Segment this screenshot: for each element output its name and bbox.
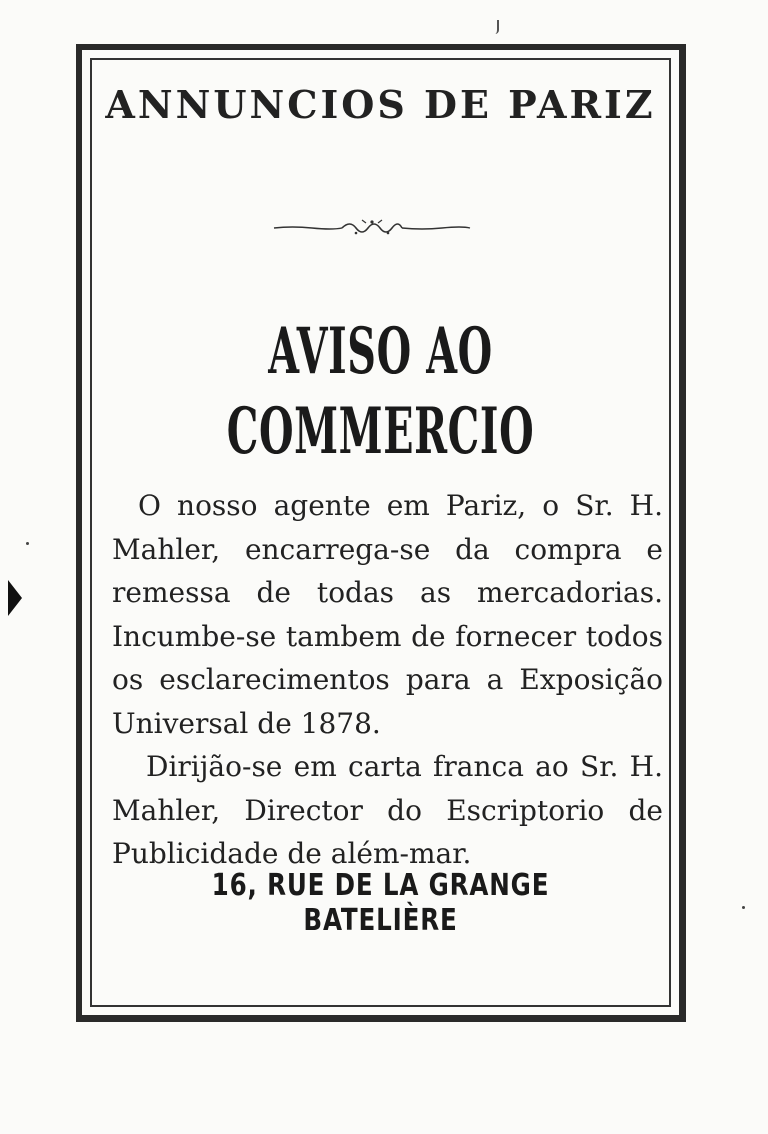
body-paragraph-1: O nosso agente em Pariz, o Sr. H. Mahler, encarrega-se da compra e remessa de todas as mercadorias. Incumbe-se tambem de fornecer todos os esclarecimentos para a Exposição Universal de 1878. [112, 489, 663, 740]
section-heading: ANNUNCIOS DE PARIZ [105, 82, 656, 127]
body-paragraph-2: Dirijão-se em carta franca ao Sr. H. Mahler, Director do Escriptorio de Publicidade de além-mar. [112, 750, 663, 870]
advertisement-body [112, 484, 663, 876]
ink-speck [742, 906, 745, 909]
ink-mark [494, 20, 499, 34]
triangle-marker-icon [8, 580, 22, 616]
decorative-rule-icon [272, 216, 472, 240]
street-address: 16, RUE DE LA GRANGE BATELIÈRE [211, 868, 550, 938]
ink-speck [26, 542, 29, 545]
advertisement-title: AVISO AO COMMERCIO [226, 314, 535, 469]
advertisement-frame [76, 44, 686, 1022]
